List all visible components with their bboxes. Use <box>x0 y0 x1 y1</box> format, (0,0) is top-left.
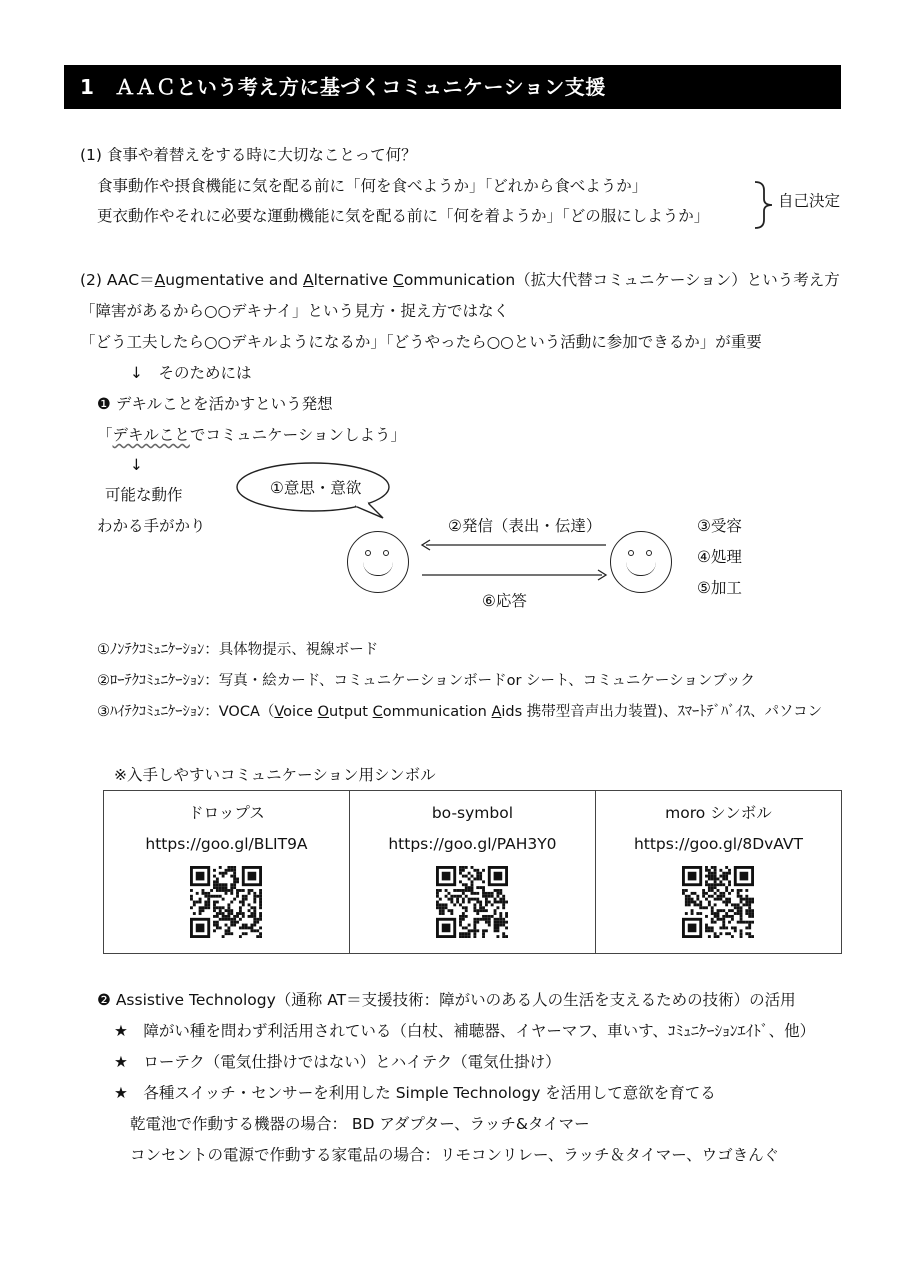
modify-label: ⑤加工 <box>697 579 742 597</box>
voca-letter-v: V <box>274 704 284 720</box>
low-tech-text: 写真・絵カード、コミュニケーションボードor シート、コミュニケーションブック <box>218 673 755 689</box>
dressing-line: 更衣動作やそれに必要な運動機能に気を配る前に「何を着ようか」「どの服にしようか」 <box>97 207 710 225</box>
down-arrow: ↓ <box>130 456 143 474</box>
therefore-line: ↓ そのためには <box>130 364 252 382</box>
send-label: ②発信（表出・伝達） <box>448 517 602 535</box>
right-arrow-icon <box>420 568 608 582</box>
voca-word-3: ommunication <box>382 704 492 720</box>
question-1: (1) 食事や着替えをする時に大切なことって何？ <box>80 146 417 164</box>
important-line: 「どう工夫したら○○デキルようになるか」「どうやったら○○という活動に参加できるか」が重要 <box>80 333 762 351</box>
high-tech-line <box>97 702 822 722</box>
high-tech-rest: 携帯型音声出力装置)、ｽﾏｰﾄﾃﾞﾊﾞｲｽ、パソコン <box>522 704 823 720</box>
voca-word-1: oice <box>283 704 318 720</box>
aac-letter-a2: A <box>303 271 314 289</box>
symbol-name: ドロップス <box>188 804 265 822</box>
understandable-clues: わかる手がかり <box>97 517 206 535</box>
bubble-text: ①意思・意欲 <box>270 479 362 497</box>
voca-word-4: ids <box>501 704 523 720</box>
qr-code-icon[interactable] <box>682 866 754 938</box>
qr-code-icon[interactable] <box>190 866 262 938</box>
receive-label: ③受容 <box>697 517 742 535</box>
symbol-name: moro シンボル <box>665 804 772 822</box>
at-star-2: ★ ローテク（電気仕掛けではない）とハイテク（電気仕掛け） <box>114 1053 561 1071</box>
symbol-name: bo-symbol <box>431 804 514 822</box>
left-arrow-icon <box>420 538 608 552</box>
voca-word-2: utput <box>329 704 373 720</box>
quote-open: 「 <box>97 426 113 444</box>
smiley-face-left-icon <box>347 531 409 593</box>
at-star-3: ★ 各種スイッチ・センサーを利用した Simple Technology を活用して意欲を育てる <box>114 1084 716 1102</box>
voca-letter-o: O <box>317 704 329 720</box>
point-2-heading: ❷ Assistive Technology（通称 AT＝支援技術：障がいのある人の生活を支えるための技術）の活用 <box>97 991 796 1009</box>
quote-line <box>97 425 406 445</box>
not-view-line: 「障害があるから○○デキナイ」という見方・捉え方ではなく <box>80 302 509 320</box>
voca-letter-c: C <box>372 704 383 720</box>
low-tech-line <box>97 671 755 691</box>
self-decision-label: 自己決定 <box>778 192 841 210</box>
aac-letter-c: C <box>392 271 404 289</box>
battery-devices-line: 乾電池で作動する機器の場合： BD アダプター、ラッチ&タイマー <box>130 1115 590 1133</box>
quote-rest: でコミュニケーションしよう」 <box>189 426 406 444</box>
high-tech-label: ③ﾊｲﾃｸｺﾐｭﾆｹｰｼｮﾝ： <box>97 704 219 720</box>
non-tech-text: 具体物提示、視線ボード <box>218 642 379 658</box>
non-tech-line <box>97 640 378 660</box>
eating-line: 食事動作や摂食機能に気を配る前に「何を食べようか」「どれから食べようか」 <box>97 177 648 195</box>
at-star-1: ★ 障がい種を問わず利活用されている（白杖、補聴器、イヤーマフ、車いす、ｺﾐｭﾆｹｰｼｮﾝｴｲﾄﾞ、他） <box>114 1022 816 1040</box>
right-brace-icon <box>752 180 778 230</box>
possible-actions: 可能な動作 <box>105 486 183 504</box>
symbol-cell-moro <box>595 791 841 954</box>
symbol-cell-bo-symbol <box>349 791 595 954</box>
aac-letter-a1: A <box>154 271 166 289</box>
outlet-devices-line: コンセントの電源で作動する家電品の場合：リモコンリレー、ラッチ＆タイマー、ウゴきんぐ <box>130 1146 780 1164</box>
aac-prefix: (2) AAC＝ <box>80 271 155 289</box>
non-tech-label: ①ﾉﾝﾃｸｺﾐｭﾆｹｰｼｮﾝ： <box>97 642 219 658</box>
symbol-url[interactable]: https://goo.gl/8DvAVT <box>633 835 803 853</box>
aac-word-3: ommunication（拡大代替コミュニケーション）という考え方 <box>403 271 840 289</box>
smiley-face-right-icon <box>610 531 672 593</box>
symbols-table <box>103 790 842 954</box>
symbol-url[interactable]: https://goo.gl/BLIT9A <box>145 835 308 853</box>
voca-letter-a: A <box>491 704 502 720</box>
aac-definition <box>80 270 840 290</box>
symbols-heading: ※入手しやすいコミュニケーション用シンボル <box>114 766 436 784</box>
symbol-url[interactable]: https://goo.gl/PAH3Y0 <box>388 835 557 853</box>
aac-word-2: lternative <box>313 271 393 289</box>
qr-code-icon[interactable] <box>436 866 508 938</box>
quote-emphasis: デキルこと <box>112 426 190 444</box>
section-title: 1 ＡＡＣという考え方に基づくコミュニケーション支援 <box>80 75 606 99</box>
aac-word-1: ugmentative and <box>165 271 303 289</box>
point-1-heading: ❶ デキルことを活かすという発想 <box>97 395 333 413</box>
symbol-cell-drops <box>104 791 350 954</box>
process-label: ④処理 <box>697 548 742 566</box>
voca-text: VOCA（ <box>218 704 275 720</box>
reply-label: ⑥応答 <box>482 592 527 610</box>
low-tech-label: ②ﾛｰﾃｸｺﾐｭﾆｹｰｼｮﾝ： <box>97 673 219 689</box>
